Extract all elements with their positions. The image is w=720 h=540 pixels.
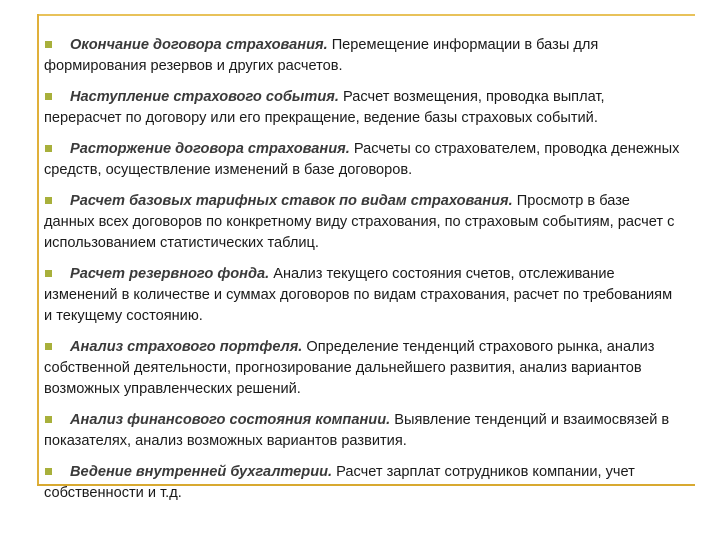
bullet-square-icon [45, 416, 52, 423]
frame-left-line [37, 14, 39, 486]
list-item [44, 191, 684, 254]
list-item [44, 139, 684, 181]
list-item [44, 87, 684, 129]
bullet-square-icon [45, 270, 52, 277]
bullet-square-icon [45, 468, 52, 475]
bullet-list [44, 35, 684, 514]
item-text: Перемещение информации в базы для формирования резервов и других расчетов. [44, 37, 599, 74]
item-text: Определение тенденций страхового рынка, анализ собственной деятельности, прогнозирование дальнейшего развития, анализ вариантов возможных управленческих решений. [44, 339, 655, 397]
bullet-square-icon [45, 197, 52, 204]
list-item [44, 264, 684, 327]
item-text: Выявление тенденций и взаимосвязей в показателях, анализ возможных вариантов развития. [44, 412, 670, 449]
item-term: Расчет резервного фонда. [70, 266, 270, 282]
item-text: Анализ текущего состояния счетов, отслеживание изменений в количестве и суммах договоров по видам страхования, расчет по требованиям и текущему состоянию. [44, 266, 673, 324]
item-text: Расчет зарплат сотрудников компании, учет собственности и т.д. [44, 464, 635, 501]
item-text: Расчет возмещения, проводка выплат, перерасчет по договору или его прекращение, ведение базы страховых событий. [44, 89, 605, 126]
list-item [44, 337, 684, 400]
frame-top-line [37, 14, 695, 16]
item-text: Просмотр в базе данных всех договоров по конкретному виду страхования, по страховым событиям, расчет с использованием статистических таблиц. [44, 193, 675, 251]
list-item [44, 410, 684, 452]
bullet-square-icon [45, 343, 52, 350]
bullet-square-icon [45, 145, 52, 152]
item-text: Расчеты со страхователем, проводка денежных средств, осуществление изменений в базе договоров. [44, 141, 680, 178]
item-term: Расчет базовых тарифных ставок по видам страхования. [70, 193, 513, 209]
bullet-square-icon [45, 93, 52, 100]
item-term: Анализ финансового состояния компании. [70, 412, 391, 428]
item-term: Наступление страхового события. [70, 89, 339, 105]
item-term: Окончание договора страхования. [70, 37, 328, 53]
item-term: Ведение внутренней бухгалтерии. [70, 464, 333, 480]
item-term: Анализ страхового портфеля. [70, 339, 303, 355]
list-item [44, 462, 684, 504]
item-term: Расторжение договора страхования. [70, 141, 350, 157]
list-item [44, 35, 684, 77]
bullet-square-icon [45, 41, 52, 48]
